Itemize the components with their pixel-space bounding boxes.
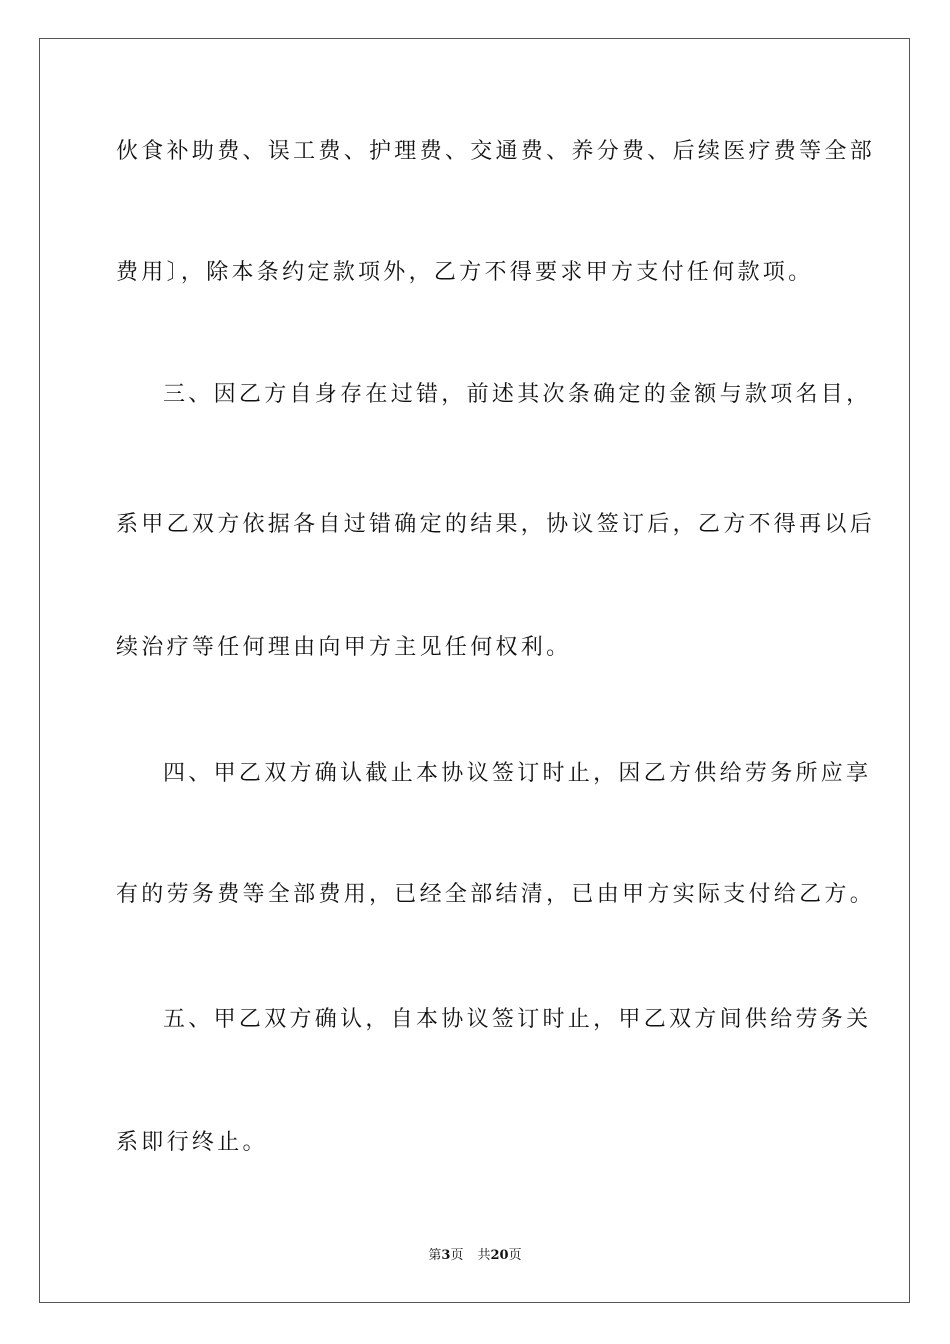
page-number: 3 xyxy=(441,1248,451,1263)
clause-three-text: 三、因乙方自身存在过错，前述其次条确定的金额与款项名目， xyxy=(163,382,872,407)
clause-four-text: 四、甲乙双方确认截止本协议签订时止，因乙方供给劳务所应享 xyxy=(163,761,872,786)
page-suffix: 页 xyxy=(450,1248,464,1263)
body-text-line: 系甲乙双方依据各自过错确定的结果，协议签订后，乙方不得再以后 xyxy=(116,512,876,537)
total-suffix: 页 xyxy=(508,1248,522,1263)
body-text-line: 伙食补助费、误工费、护理费、交通费、养分费、后续医疗费等全部 xyxy=(116,139,876,164)
clause-five-text: 五、甲乙双方确认，自本协议签订时止，甲乙双方间供给劳务关 xyxy=(163,1007,872,1032)
body-text-line: 系即行终止。 xyxy=(116,1130,268,1155)
page-frame xyxy=(39,38,910,1303)
body-text-line: 有的劳务费等全部费用，已经全部结清，已由甲方实际支付给乙方。 xyxy=(116,882,876,907)
total-pages: 20 xyxy=(490,1248,509,1263)
body-text-line: 费用〕，除本条约定款项外，乙方不得要求甲方支付任何款项。 xyxy=(116,260,814,285)
body-text-line: 续治疗等任何理由向甲方主见任何权利。 xyxy=(116,635,572,660)
total-prefix: 共 xyxy=(477,1248,491,1263)
page-prefix: 第 xyxy=(428,1248,442,1263)
page-footer xyxy=(0,1247,950,1265)
